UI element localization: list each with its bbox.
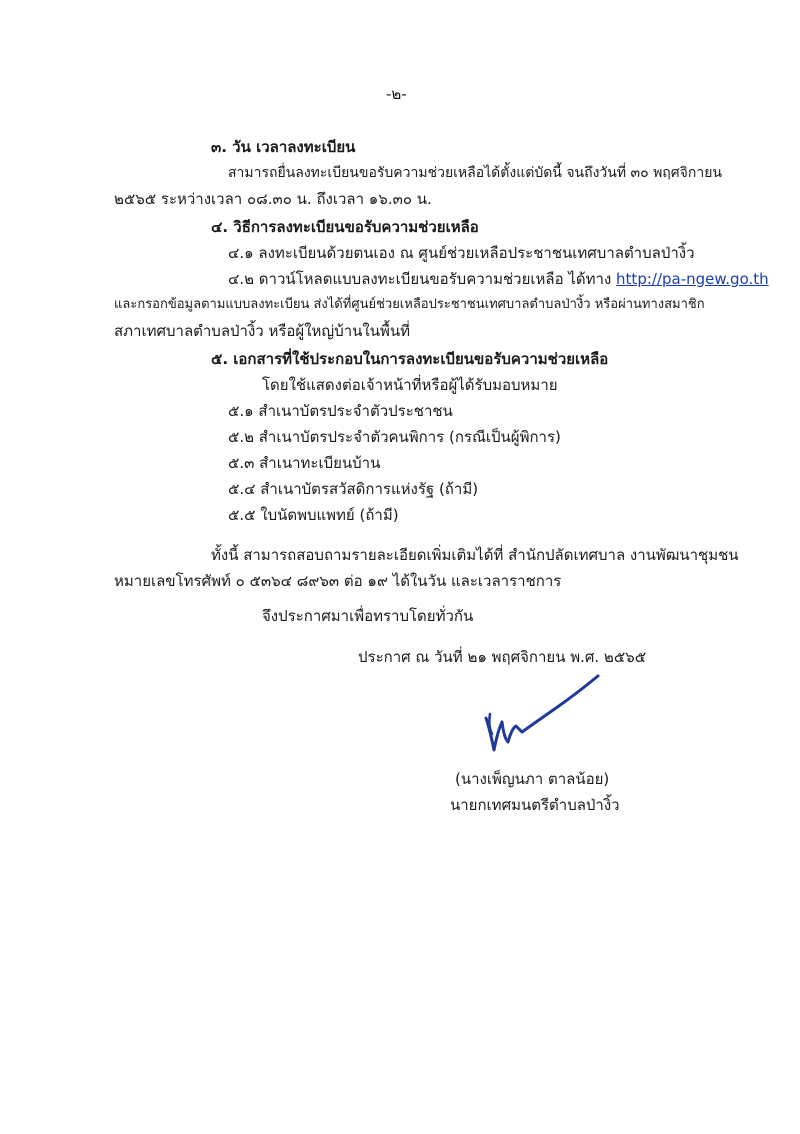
signer-title: นายกเทศมนตรีตำบลป่างิ้ว bbox=[450, 796, 620, 814]
section-4-item-2 bbox=[228, 269, 769, 289]
announcement: จึงประกาศมาเพื่อทราบโดยทั่วกัน bbox=[262, 607, 474, 625]
list-item: ๕.๔ สำเนาบัตรสวัสดิการแห่งรัฐ (ถ้ามี) bbox=[228, 480, 479, 498]
section-4-line-3: และกรอกข้อมูลตามแบบลงทะเบียน ส่งได้ที่ศูนย์ช่วยเหลือประชาชนเทศบาลตำบลป่างิ้ว หรือผ่านทางสมาชิก bbox=[114, 297, 705, 312]
section-3-line-1: สามารถยื่นลงทะเบียนขอรับความช่วยเหลือได้ตั้งแต่บัดนี้ จนถึงวันที่ ๓๐ พฤศจิกายน bbox=[228, 165, 722, 181]
signer-name: (นางเพ็ญนภา ตาลน้อย) bbox=[455, 770, 610, 788]
section-4-heading: ๔. วิธีการลงทะเบียนขอรับความช่วยเหลือ bbox=[211, 218, 479, 236]
list-item: ๕.๑ สำเนาบัตรประจำตัวประชาชน bbox=[228, 402, 453, 420]
list-item: ๕.๕ ใบนัดพบแพทย์ (ถ้ามี) bbox=[228, 506, 399, 524]
contact-line-1: ทั้งนี้ สามารถสอบถามรายละเอียดเพิ่มเติมได้ที่ สำนักปลัดเทศบาล งานพัฒนาชุมชน bbox=[211, 546, 739, 564]
section-4-item-1: ๔.๑ ลงทะเบียนด้วยตนเอง ณ ศูนย์ช่วยเหลือประชาชนเทศบาลตำบลป่างิ้ว bbox=[228, 244, 695, 262]
signature bbox=[476, 670, 606, 766]
section-3-heading: ๓. วัน เวลาลงทะเบียน bbox=[211, 138, 356, 156]
section-4-item-2-text: ๔.๒ ดาวน์โหลดแบบลงทะเบียนขอรับความช่วยเหลือ ได้ทาง bbox=[228, 270, 612, 288]
contact-line-2: หมายเลขโทรศัพท์ ๐ ๕๓๖๔ ๘๙๖๓ ต่อ ๑๙ ได้ในวัน และเวลาราชการ bbox=[114, 572, 562, 590]
date-line: ประกาศ ณ วันที่ ๒๑ พฤศจิกายน พ.ศ. ๒๕๖๕ bbox=[358, 648, 647, 666]
section-5-heading: ๕. เอกสารที่ใช้ประกอบในการลงทะเบียนขอรับความช่วยเหลือ bbox=[211, 350, 609, 368]
list-item: ๕.๓ สำเนาทะเบียนบ้าน bbox=[228, 454, 381, 472]
website-link[interactable]: http://pa-ngew.go.th bbox=[616, 270, 769, 288]
section-3-line-2: ๒๕๖๕ ระหว่างเวลา ๐๘.๓๐ น. ถึงเวลา ๑๖.๓๐ น. bbox=[114, 190, 432, 208]
section-4-line-4: สภาเทศบาลตำบลป่างิ้ว หรือผู้ใหญ่บ้านในพื้นที่ bbox=[114, 322, 411, 340]
section-5-intro: โดยใช้แสดงต่อเจ้าหน้าที่หรือผู้ได้รับมอบหมาย bbox=[262, 376, 558, 394]
list-item: ๕.๒ สำเนาบัตรประจำตัวคนพิการ (กรณีเป็นผู้พิการ) bbox=[228, 428, 561, 446]
page-number: -๒- bbox=[386, 85, 407, 103]
